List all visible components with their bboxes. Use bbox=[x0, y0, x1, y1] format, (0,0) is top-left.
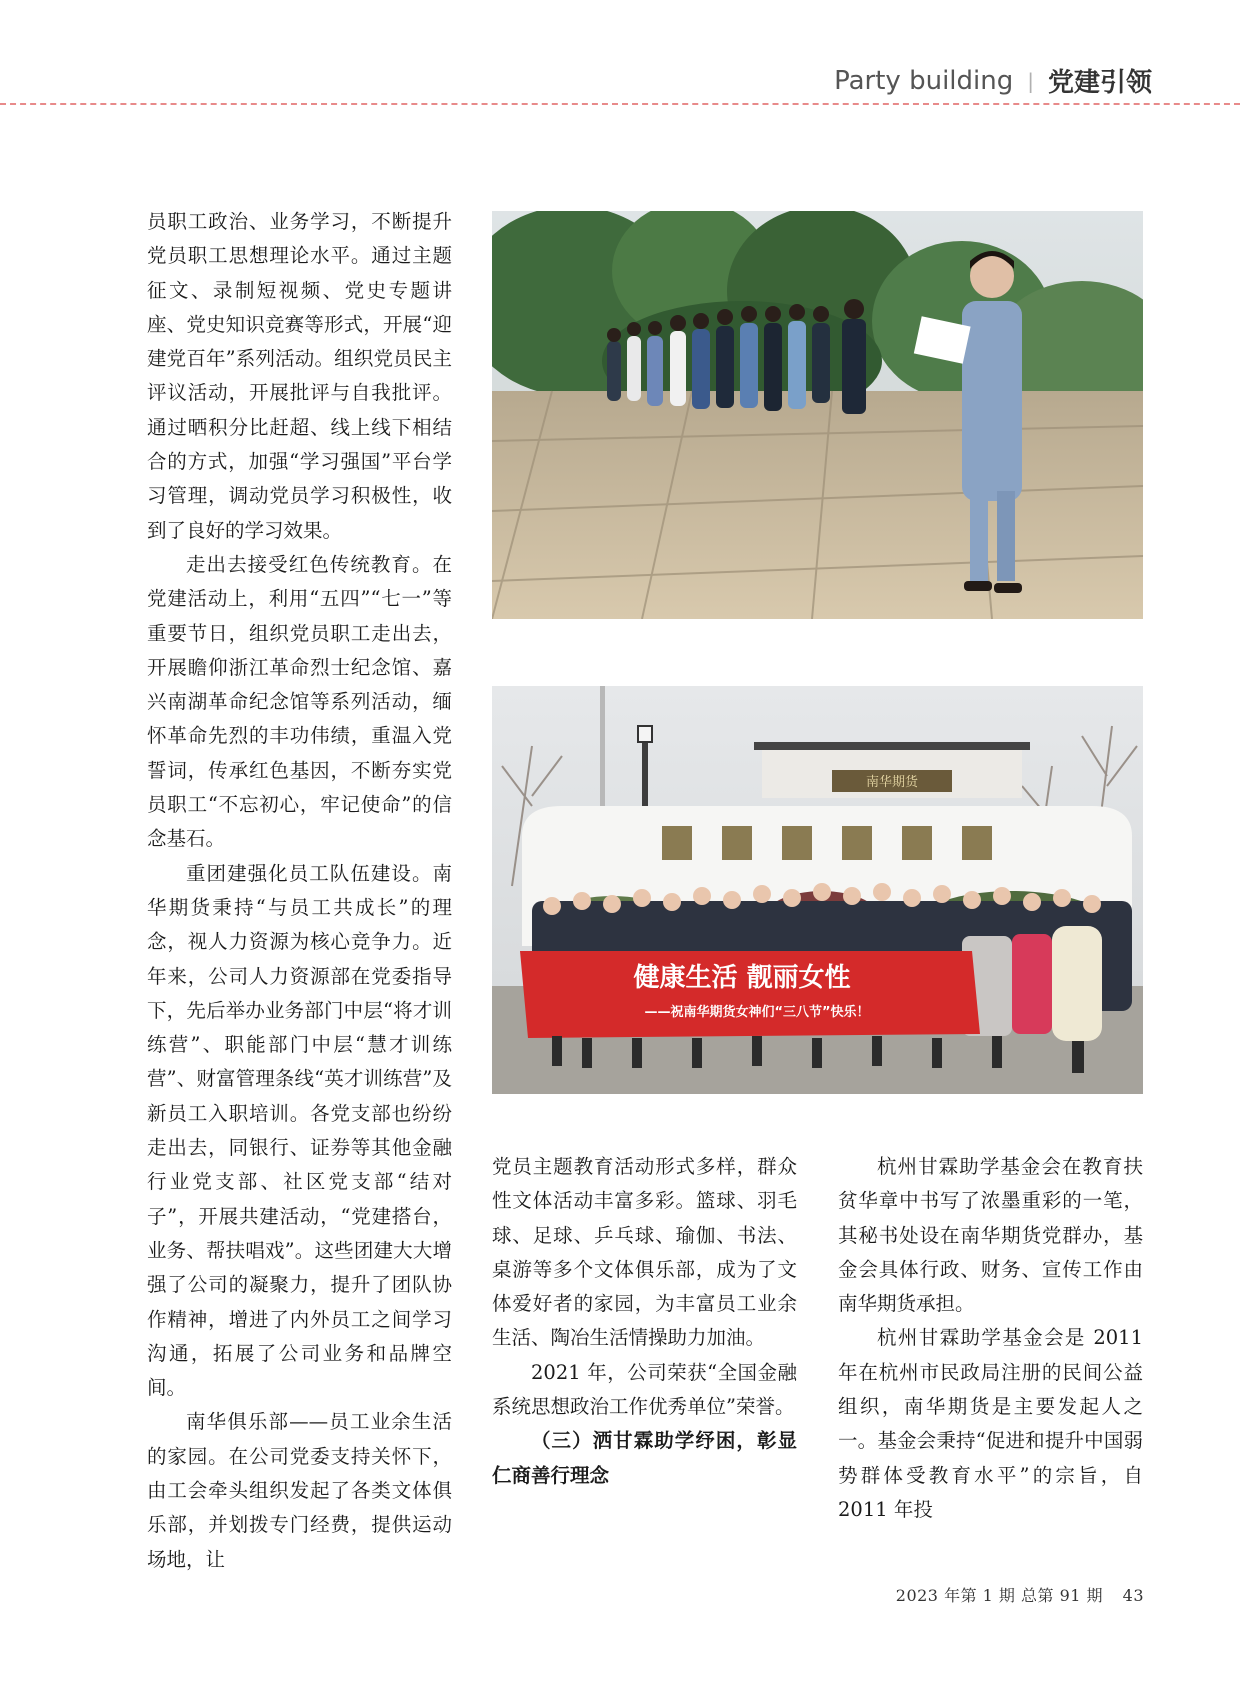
header-dashed-rule bbox=[0, 103, 1240, 105]
text-column-middle bbox=[492, 1150, 797, 1493]
banner-main-text: 健康生活 靓丽女性 bbox=[633, 963, 851, 993]
plaque-text: 南华期货 bbox=[865, 775, 919, 790]
paragraph: 党员主题教育活动形式多样，群众性文体活动丰富多彩。篮球、羽毛球、足球、乒乓球、瑜伽、书法、桌游等多个文体俱乐部，成为了文体爱好者的家园，为丰富员工业余生活、陶冶生活情操助力加油。 bbox=[492, 1155, 797, 1350]
paragraph: 2021 年，公司荣获“全国金融系统思想政治工作优秀单位”荣誉。 bbox=[492, 1360, 797, 1419]
paragraph: 走出去接受红色传统教育。在党建活动上，利用“五四”“七一”等重要节日，组织党员职工走出去，开展瞻仰浙江革命烈士纪念馆、嘉兴南湖革命纪念馆等系列活动，缅怀革命先烈的丰功伟绩，重温入党誓词，传承红色基因，不断夯实党员职工“不忘初心，牢记使命”的信念基石。 bbox=[147, 552, 452, 851]
header-cn: 党建引领 bbox=[1047, 68, 1152, 98]
paragraph: 重团建强化员工队伍建设。南华期货秉持“与员工共成长”的理念，视人力资源为核心竞争力。近年来，公司人力资源部在党委指导下，先后举办业务部门中层“将才训练营”、职能部门中层“慧才训练营”、财富管理条线“英才训练营”及新员工入职培训。各党支部也纷纷走出去，同银行、证券等其他金融行业党支部、社区党支部“结对子”，开展共建活动，“党建搭台，业务、帮扶唱戏”。这些团建大大增强了公司的凝聚力，提升了团队协作精神，增进了内外员工之间学习沟通，拓展了公司业务和品牌空间。 bbox=[147, 861, 452, 1400]
paragraph: 员职工政治、业务学习，不断提升党员职工思想理论水平。通过主题征文、录制短视频、党史专题讲座、党史知识竞赛等形式，开展“迎建党百年”系列活动。组织党员民主评议活动，开展批评与自我批评。通过晒积分比赶超、线上线下相结合的方式，加强“学习强国”平台学习管理，调动党员学习积极性，收到了良好的学习效果。 bbox=[147, 210, 452, 542]
paragraph: 杭州甘霖助学基金会在教育扶贫华章中书写了浓墨重彩的一笔，其秘书处设在南华期货党群办，基金会具体行政、财务、宣传工作由南华期货承担。 bbox=[838, 1155, 1143, 1316]
paragraph: 杭州甘霖助学基金会是 2011 年在杭州市民政局注册的民间公益组织，南华期货是主要发起人之一。基金会秉持“促进和提升中国弱势群体受教育水平”的宗旨，自 2011 年投 bbox=[838, 1326, 1143, 1521]
photo-womens-day-group bbox=[492, 686, 1143, 1094]
paragraph: 南华俱乐部——员工业余生活的家园。在公司党委支持关怀下，由工会牵头组织发起了各类文体俱乐部，并划拨专门经费，提供运动场地，让 bbox=[147, 1410, 452, 1571]
section-subheading: （三）洒甘霖助学纾困，彰显仁商善行理念 bbox=[492, 1429, 797, 1487]
header-separator: | bbox=[1027, 68, 1034, 93]
issue-info: 2023 年第 1 期 总第 91 期 bbox=[895, 1586, 1104, 1605]
running-header bbox=[834, 62, 1152, 99]
photo-oath-ceremony bbox=[492, 211, 1143, 619]
header-en: Party building bbox=[834, 65, 1014, 96]
page-number: 43 bbox=[1122, 1586, 1144, 1605]
banner-sub-text: ——祝南华期货女神们“三八节”快乐！ bbox=[644, 1005, 870, 1020]
text-column-right bbox=[838, 1150, 1143, 1527]
text-column-left bbox=[147, 205, 452, 1577]
page-footer bbox=[896, 1583, 1144, 1606]
